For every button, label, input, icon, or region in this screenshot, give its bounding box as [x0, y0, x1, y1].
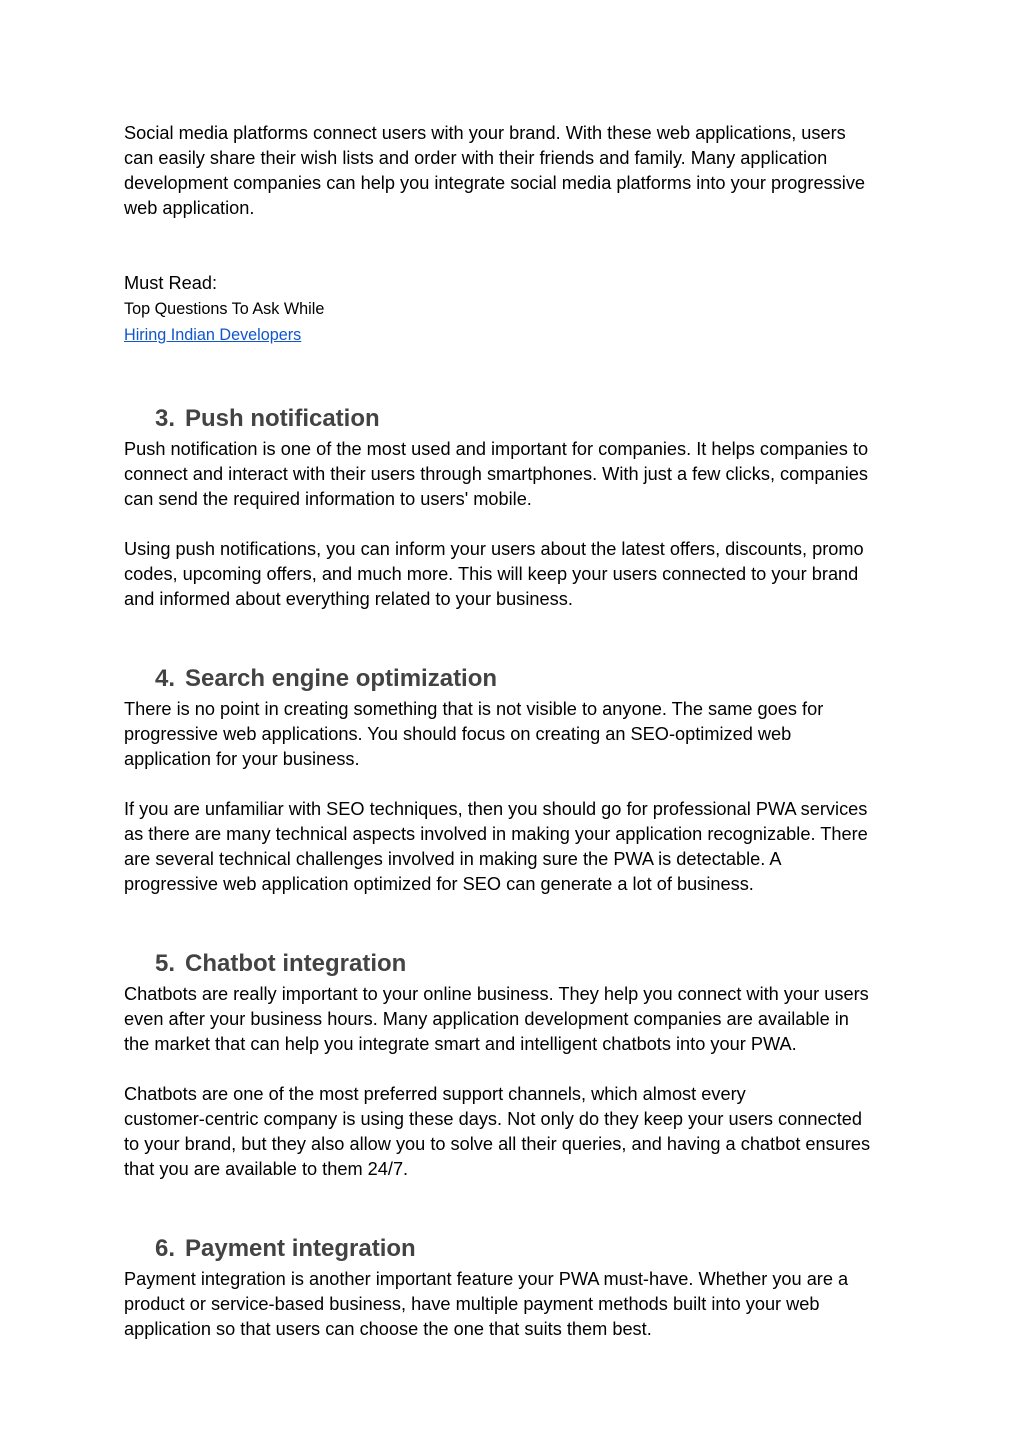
section-number: 5.: [155, 950, 176, 977]
section-paragraph: Chatbots are really important to your online business. They help you connect with your users even after your business hours. Many application development companies are available in the market that can help you integrate smart and intelligent chatbots into your PWA.: [124, 984, 869, 1054]
section-title: Push notification: [185, 405, 380, 432]
intro-paragraph: Social media platforms connect users with your brand. With these web applications, users can easily share their wish lists and order with their friends and family. Many application development companies can help you integrate social media platforms into your progressive web application.: [124, 123, 866, 218]
hiring-developers-link[interactable]: Hiring Indian Developers: [124, 326, 302, 344]
section-number: 4.: [155, 665, 176, 692]
document-page: [124, 121, 914, 1342]
section-title: Payment integration: [185, 1235, 416, 1262]
section-heading-push-notification: [124, 404, 914, 434]
must-read-label: Must Read:: [124, 273, 217, 293]
section-title: Search engine optimization: [185, 665, 498, 692]
section-heading-payment-integration: [124, 1234, 914, 1264]
section-paragraph: Chatbots are one of the most preferred support channels, which almost every customer-centric company is using these days. Not only do they keep your users connected to your brand, but they also allow you to solve all their queries, and having a chatbot ensures that you are available to them 24/7.: [124, 1084, 871, 1179]
section-paragraph: If you are unfamiliar with SEO techniques, then you should go for professional PWA services as there are many technical aspects involved in making your application recognizable. There are several technical challenges involved in making sure the PWA is detectable. A progressive web application optimized for SEO can generate a lot of business.: [124, 799, 868, 894]
must-read-text: Top Questions To Ask While: [124, 300, 325, 318]
section-paragraph: Using push notifications, you can inform your users about the latest offers, discounts, promo codes, upcoming offers, and much more. This will keep your users connected to your brand and informed about everything related to your business.: [124, 539, 864, 609]
section-paragraph: Push notification is one of the most used and important for companies. It helps companies to connect and interact with their users through smartphones. With just a few clicks, companies can send the required information to users' mobile.: [124, 439, 869, 509]
section-paragraph: There is no point in creating something that is not visible to anyone. The same goes for progressive web applications. You should focus on creating an SEO-optimized web application for your business.: [124, 699, 824, 769]
section-heading-search-engine-optimization: [124, 664, 914, 694]
section-number: 6.: [155, 1235, 176, 1262]
must-read-line: [124, 246, 914, 348]
section-paragraph: Payment integration is another important feature your PWA must-have. Whether you are a product or service-based business, have multiple payment methods built into your web application so that users can choose the one that suits them best.: [124, 1269, 849, 1339]
section-number: 3.: [155, 405, 176, 432]
section-heading-chatbot-integration: [124, 949, 914, 979]
section-title: Chatbot integration: [185, 950, 407, 977]
